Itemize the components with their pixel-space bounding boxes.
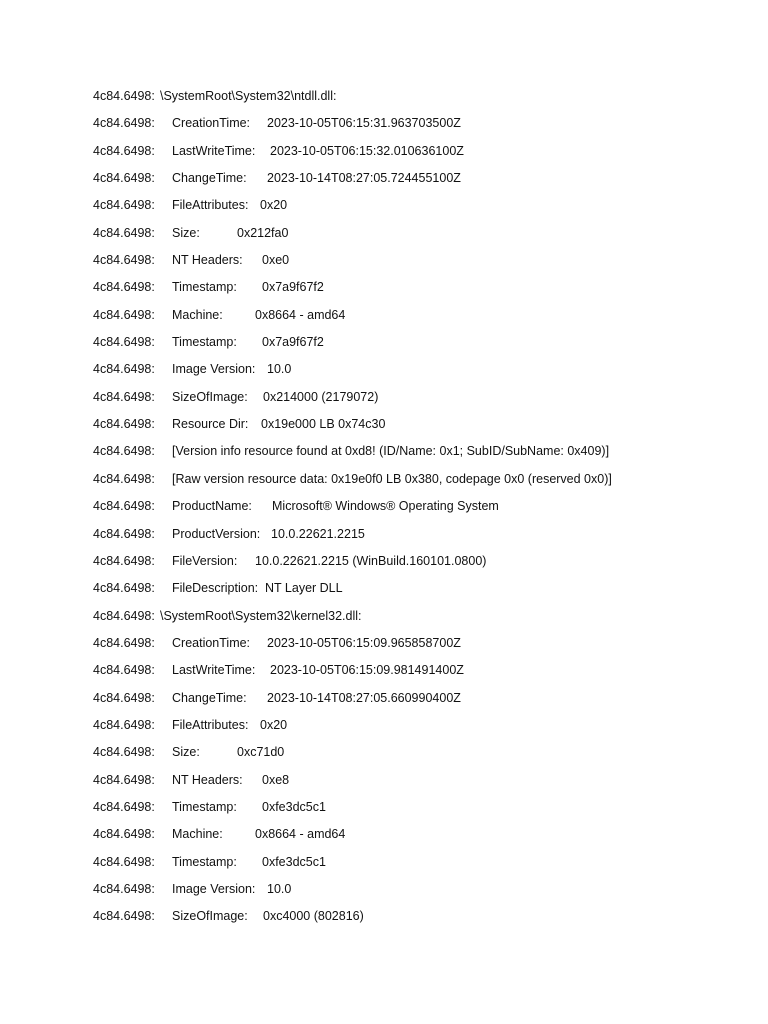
line-prefix: 4c84.6498: xyxy=(93,143,155,158)
line-prefix: 4c84.6498: xyxy=(93,581,155,596)
field-label: Size: xyxy=(172,745,200,760)
line-prefix: 4c84.6498: xyxy=(93,772,155,787)
field-label: Image Version: xyxy=(172,362,256,377)
field-label: NT Headers: xyxy=(172,772,243,787)
line-prefix: 4c84.6498: xyxy=(93,198,155,213)
line-prefix: 4c84.6498: xyxy=(93,745,155,760)
log-line xyxy=(93,86,753,113)
line-prefix: 4c84.6498: xyxy=(93,253,155,268)
field-label: Timestamp: xyxy=(172,280,237,295)
field-value: 0xfe3dc5c1 xyxy=(262,854,326,869)
log-line xyxy=(93,551,753,578)
log-line xyxy=(93,141,753,168)
field-label: FileDescription: xyxy=(172,581,259,596)
field-value: 0x7a9f67f2 xyxy=(262,280,324,295)
field-value: 10.0.22621.2215 xyxy=(271,526,365,541)
line-prefix: 4c84.6498: xyxy=(93,280,155,295)
log-line xyxy=(93,414,753,441)
field-value: 0x8664 - amd64 xyxy=(255,307,346,322)
field-label: NT Headers: xyxy=(172,253,243,268)
field-label: Machine: xyxy=(172,307,223,322)
field-value: 2023-10-14T08:27:05.660990400Z xyxy=(267,690,461,705)
line-prefix: 4c84.6498: xyxy=(93,635,155,650)
line-prefix: 4c84.6498: xyxy=(93,417,155,432)
log-line xyxy=(93,824,753,851)
log-line xyxy=(93,715,753,742)
line-prefix: 4c84.6498: xyxy=(93,854,155,869)
field-value: 0xe8 xyxy=(262,772,290,787)
log-line xyxy=(93,688,753,715)
field-value: 0xfe3dc5c1 xyxy=(262,799,326,814)
log-line xyxy=(93,496,753,523)
field-label: LastWriteTime: xyxy=(172,663,256,678)
line-prefix: 4c84.6498: xyxy=(93,116,155,131)
field-value: 10.0 xyxy=(267,881,292,896)
field-value: 0xe0 xyxy=(262,253,290,268)
line-prefix: 4c84.6498: xyxy=(93,799,155,814)
field-value: Microsoft® Windows® Operating System xyxy=(272,499,499,514)
field-label: FileAttributes: xyxy=(172,717,249,732)
log-line xyxy=(93,524,753,551)
field-value: 0xc4000 (802816) xyxy=(263,909,364,924)
field-label: Machine: xyxy=(172,827,223,842)
field-label: Timestamp: xyxy=(172,335,237,350)
field-label: CreationTime: xyxy=(172,116,251,131)
field-value: NT Layer DLL xyxy=(265,581,343,596)
field-value: 2023-10-05T06:15:32.010636100Z xyxy=(270,143,464,158)
log-line xyxy=(93,633,753,660)
line-prefix: 4c84.6498: xyxy=(93,307,155,322)
log-line xyxy=(93,770,753,797)
resource-note: [Raw version resource data: 0x19e0f0 LB 0x380, codepage 0x0 (reserved 0x0)] xyxy=(172,471,612,486)
field-label: FileVersion: xyxy=(172,553,238,568)
field-value: 2023-10-05T06:15:31.963703500Z xyxy=(267,116,461,131)
file-path: \SystemRoot\System32\ntdll.dll: xyxy=(160,89,337,103)
log-line xyxy=(93,906,753,933)
line-prefix: 4c84.6498: xyxy=(93,526,155,541)
line-prefix: 4c84.6498: xyxy=(93,909,155,924)
field-label: Timestamp: xyxy=(172,854,237,869)
line-prefix: 4c84.6498: xyxy=(93,499,155,514)
log-line xyxy=(93,359,753,386)
field-label: CreationTime: xyxy=(172,635,251,650)
log-line xyxy=(93,797,753,824)
line-prefix: 4c84.6498: xyxy=(93,663,155,678)
line-prefix: 4c84.6498: xyxy=(93,335,155,350)
line-prefix: 4c84.6498: xyxy=(93,225,155,240)
log-line xyxy=(93,469,753,496)
field-label: ChangeTime: xyxy=(172,690,247,705)
log-line xyxy=(93,113,753,140)
log-line xyxy=(93,660,753,687)
line-prefix: 4c84.6498: xyxy=(93,389,155,404)
field-label: ProductVersion: xyxy=(172,526,261,541)
log-line xyxy=(93,606,753,633)
field-label: ChangeTime: xyxy=(172,171,247,186)
log-line xyxy=(93,195,753,222)
field-label: Image Version: xyxy=(172,881,256,896)
field-label: FileAttributes: xyxy=(172,198,249,213)
resource-note: [Version info resource found at 0xd8! (ID/Name: 0x1; SubID/SubName: 0x409)] xyxy=(172,444,610,459)
log-line xyxy=(93,250,753,277)
log-line xyxy=(93,387,753,414)
log-line xyxy=(93,742,753,769)
line-prefix: 4c84.6498: xyxy=(93,553,155,568)
field-value: 2023-10-05T06:15:09.965858700Z xyxy=(267,635,461,650)
field-value: 0x8664 - amd64 xyxy=(255,827,346,842)
field-value: 0x20 xyxy=(260,198,288,213)
line-prefix: 4c84.6498: xyxy=(93,171,155,186)
line-prefix: 4c84.6498: xyxy=(93,881,155,896)
log-line xyxy=(93,441,753,468)
field-value: 0x214000 (2179072) xyxy=(263,389,379,404)
log-line xyxy=(93,578,753,605)
log-output xyxy=(93,86,753,934)
line-prefix: 4c84.6498: xyxy=(93,89,155,103)
field-label: SizeOfImage: xyxy=(172,909,248,924)
field-label: Timestamp: xyxy=(172,799,237,814)
log-line xyxy=(93,852,753,879)
field-value: 0x20 xyxy=(260,717,288,732)
field-label: Size: xyxy=(172,225,200,240)
field-label: ProductName: xyxy=(172,499,252,514)
file-path: \SystemRoot\System32\kernel32.dll: xyxy=(160,608,362,623)
line-prefix: 4c84.6498: xyxy=(93,690,155,705)
field-value: 10.0.22621.2215 (WinBuild.160101.0800) xyxy=(255,553,487,568)
field-value: 0x212fa0 xyxy=(237,225,289,240)
field-value: 10.0 xyxy=(267,362,292,377)
line-prefix: 4c84.6498: xyxy=(93,608,155,623)
log-line xyxy=(93,879,753,906)
log-line xyxy=(93,277,753,304)
field-value: 0x19e000 LB 0x74c30 xyxy=(261,417,386,432)
log-line xyxy=(93,168,753,195)
line-prefix: 4c84.6498: xyxy=(93,471,155,486)
log-line xyxy=(93,305,753,332)
log-line xyxy=(93,332,753,359)
field-value: 2023-10-14T08:27:05.724455100Z xyxy=(267,171,461,186)
field-label: SizeOfImage: xyxy=(172,389,248,404)
field-value: 2023-10-05T06:15:09.981491400Z xyxy=(270,663,464,678)
line-prefix: 4c84.6498: xyxy=(93,362,155,377)
field-value: 0x7a9f67f2 xyxy=(262,335,324,350)
log-line xyxy=(93,223,753,250)
line-prefix: 4c84.6498: xyxy=(93,827,155,842)
line-prefix: 4c84.6498: xyxy=(93,444,155,459)
field-label: Resource Dir: xyxy=(172,417,249,432)
field-label: LastWriteTime: xyxy=(172,143,256,158)
field-value: 0xc71d0 xyxy=(237,745,285,760)
line-prefix: 4c84.6498: xyxy=(93,717,155,732)
